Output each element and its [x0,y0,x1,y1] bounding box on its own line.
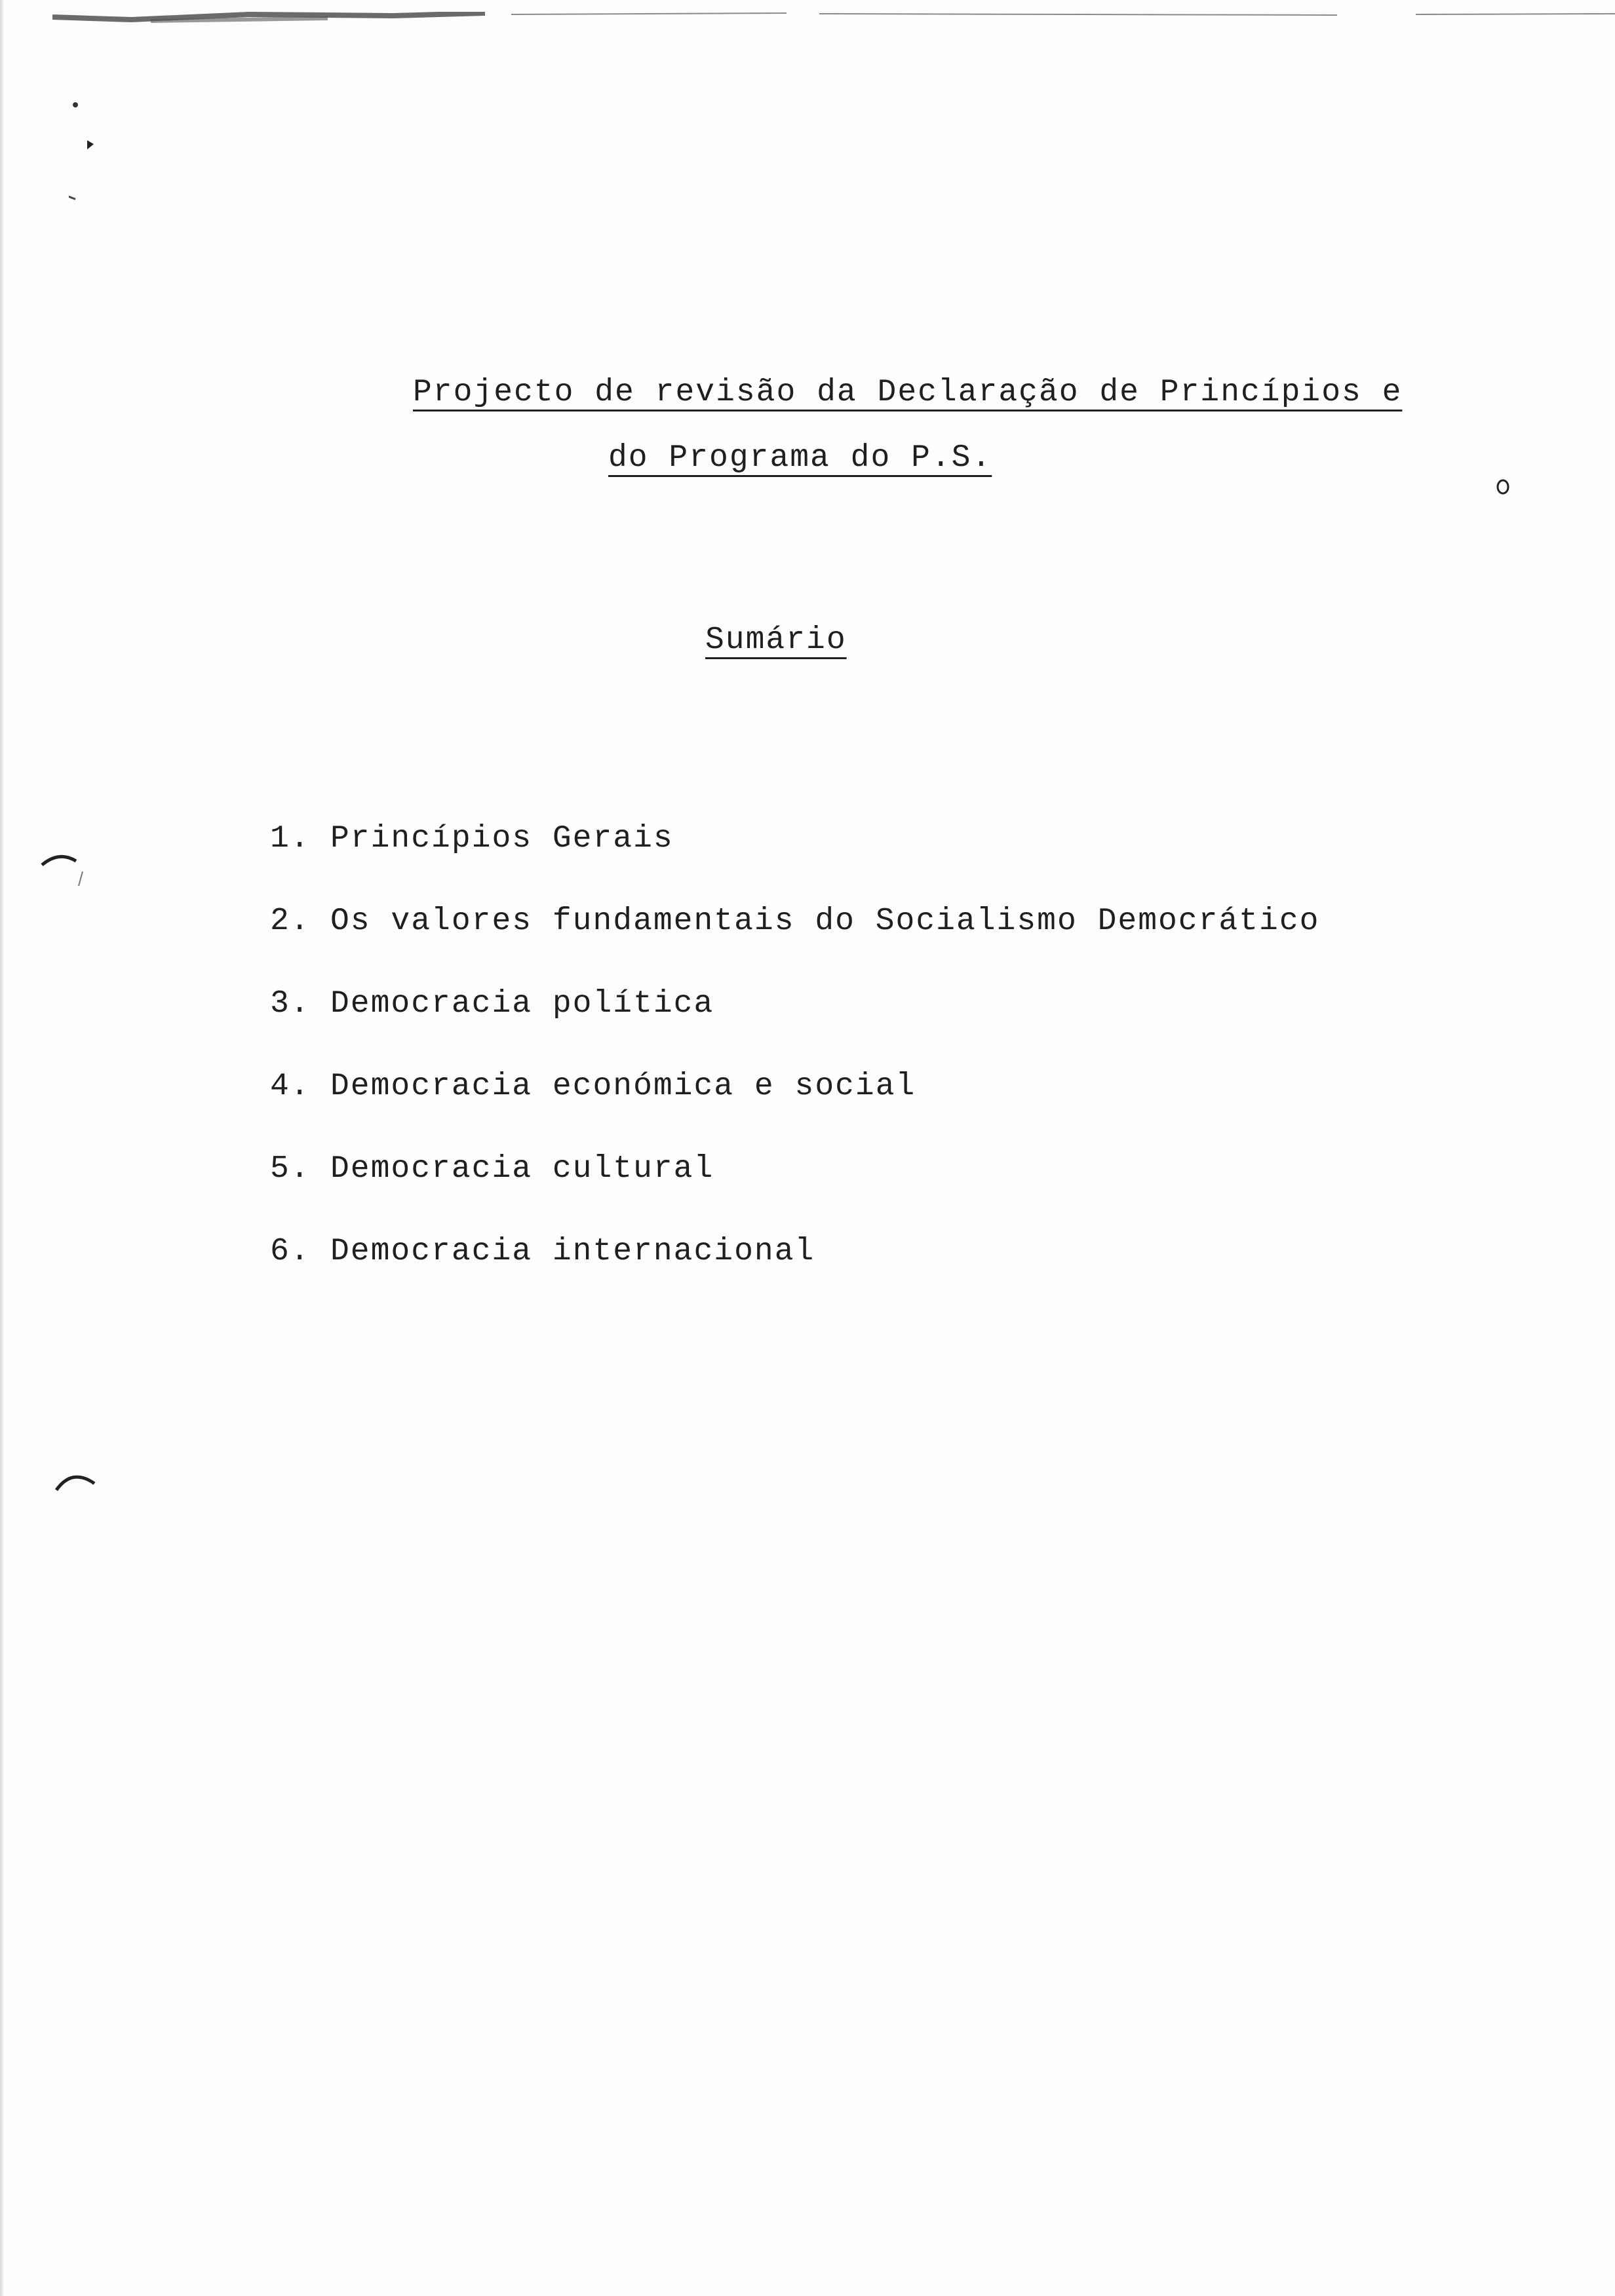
table-of-contents [270,817,1319,1312]
toc-item-label: Princípios Gerais [330,821,674,856]
toc-item-label: Democracia internacional [330,1234,815,1269]
toc-item-number: 2. [270,904,311,939]
punch-hole-mark-upper [39,845,92,891]
toc-item-label: Democracia cultural [330,1151,714,1187]
summary-heading: Sumário [705,622,847,658]
toc-item [270,982,1319,1065]
toc-item [270,900,1319,982]
document-title-line-1: Projecto de revisão da Declaração de Princípios e [413,375,1403,410]
scan-top-smudge [52,12,485,26]
toc-item [270,1065,1319,1147]
toc-item-number: 3. [270,986,311,1022]
scan-top-line [511,12,1615,18]
toc-item-number: 4. [270,1069,311,1104]
toc-item-number: 5. [270,1151,311,1187]
toc-item-number: 1. [270,821,311,856]
scan-specks [69,98,95,216]
scan-left-edge [0,0,4,2296]
toc-item-label: Democracia económica e social [330,1069,916,1104]
toc-item [270,1147,1319,1230]
punch-hole-mark-lower [52,1461,105,1501]
toc-item-label: Os valores fundamentais do Socialismo Democrático [330,904,1320,939]
margin-mark [1494,477,1511,497]
toc-item-label: Democracia política [330,986,714,1022]
document-title-line-2: do Programa do P.S. [608,440,992,476]
toc-item [270,1230,1319,1312]
toc-item-number: 6. [270,1234,311,1269]
toc-item [270,817,1319,900]
